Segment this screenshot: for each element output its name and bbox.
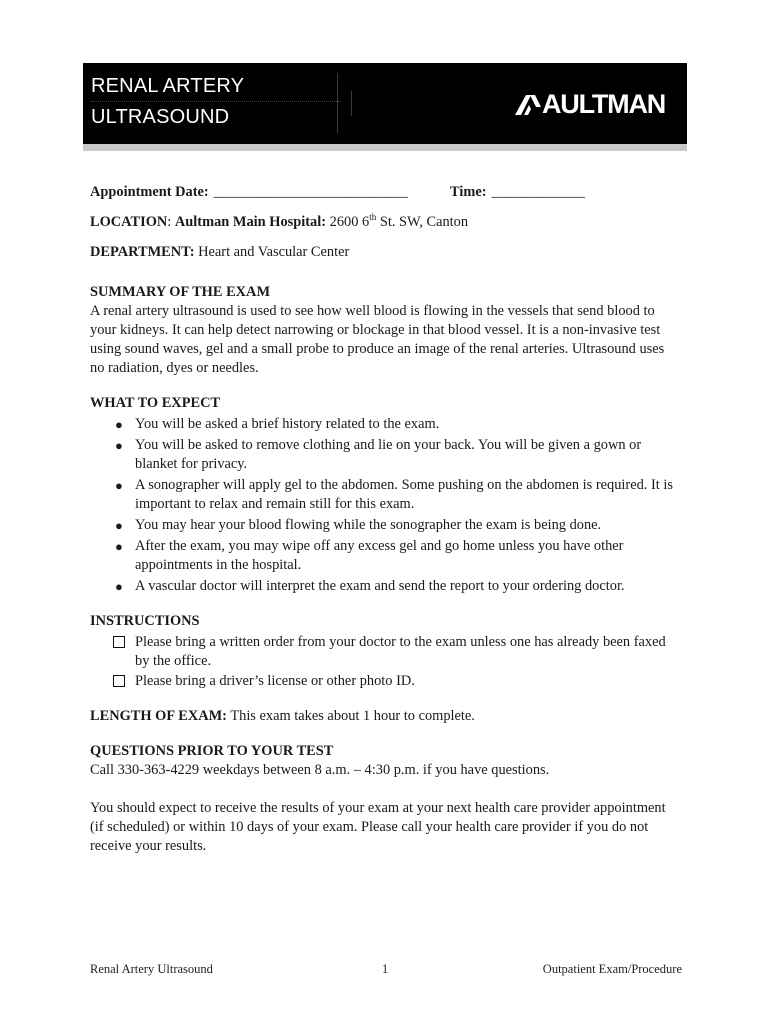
length-line xyxy=(90,707,680,726)
expect-heading: WHAT TO EXPECT xyxy=(90,395,221,411)
checkbox-icon[interactable] xyxy=(113,636,125,648)
location-address-sup: th xyxy=(369,212,377,223)
questions-text: Call 330-363-4229 weekdays between 8 a.m. – 4:30 p.m. if you have questions. xyxy=(90,762,550,778)
bullet-icon: ● xyxy=(115,579,123,594)
appointment-date-field[interactable]: ___________________________ xyxy=(213,184,408,200)
time-field[interactable]: _____________ xyxy=(491,184,586,200)
document-body xyxy=(90,183,680,856)
document-title-line-2: ULTRASOUND xyxy=(91,106,230,128)
checkbox-icon[interactable] xyxy=(113,675,125,687)
summary-heading: SUMMARY OF THE EXAM xyxy=(90,284,271,300)
header-banner xyxy=(83,63,687,144)
title-divider xyxy=(91,101,341,102)
location-address-number: 2600 6 xyxy=(329,214,370,230)
expect-list xyxy=(90,415,680,596)
instructions-heading: INSTRUCTIONS xyxy=(90,613,200,629)
bullet-icon: ● xyxy=(115,518,123,533)
location-label: LOCATION xyxy=(90,214,168,230)
page-footer xyxy=(90,962,682,978)
footer-document-name: Renal Artery Ultrasound xyxy=(90,962,213,976)
summary-text: A renal artery ultrasound is used to see how well blood is flowing in the vessels that send blood to your kidneys. It can help detect narrowing or blockage in that blood vessel. It is a non-invasive test using sound waves, gel and a small probe to produce an image of the renal arteries. Ultrasound uses no radiation, dyes or needles. xyxy=(90,303,665,376)
list-item: ● You will be asked a brief history related to the exam. xyxy=(115,416,440,432)
length-text: This exam takes about 1 hour to complete. xyxy=(230,708,475,724)
results-text: You should expect to receive the results of your exam at your next health care provider appointment (if scheduled) or within 10 days of your exam. Please call your health care provider if you do not receive your results. xyxy=(90,800,666,854)
list-item: ● You will be asked to remove clothing and lie on your back. You will be given a gown or blanket for privacy. xyxy=(115,437,642,472)
list-item: ● You may hear your blood flowing while the sonographer the exam is being done. xyxy=(115,517,602,533)
aultman-logo-text: AULTMAN xyxy=(542,88,666,119)
document-title-line-1: RENAL ARTERY xyxy=(91,75,245,97)
bullet-icon: ● xyxy=(115,539,123,554)
appointment-row xyxy=(90,183,680,202)
location-line: LOCATION: Aultman Main Hospital: 2600 6th St. SW, Canton xyxy=(90,212,469,230)
department-value: Heart and Vascular Center xyxy=(198,244,350,260)
header-gray-rule xyxy=(83,144,687,151)
list-item: ● After the exam, you may wipe off any excess gel and go home unless you have other appointments in the hospital. xyxy=(115,538,624,573)
aultman-logo-mark-icon xyxy=(515,93,541,115)
header-divider-right xyxy=(351,91,352,116)
bullet-icon: ● xyxy=(115,417,123,432)
location-address-rest: St. SW, Canton xyxy=(379,214,469,230)
header-divider-left xyxy=(337,73,338,133)
bullet-icon: ● xyxy=(115,478,123,493)
list-item: ● A vascular doctor will interpret the exam and send the report to your ordering doctor. xyxy=(115,578,625,594)
footer-page-number: 1 xyxy=(382,962,389,976)
questions-heading: QUESTIONS PRIOR TO YOUR TEST xyxy=(90,743,334,759)
department-line xyxy=(90,243,680,262)
footer-category: Outpatient Exam/Procedure xyxy=(542,962,682,976)
bullet-icon: ● xyxy=(115,438,123,453)
list-item: ● A sonographer will apply gel to the abdomen. Some pushing on the abdomen is required. It is important to relax and remain still for this exam. xyxy=(115,477,673,512)
appointment-date-label: Appointment Date: xyxy=(90,184,209,200)
checklist-item: Please bring a written order from your doctor to the exam unless one has already been faxed by the office. xyxy=(90,633,680,671)
checklist-item: Please bring a driver’s license or other photo ID. xyxy=(90,672,680,691)
aultman-logo xyxy=(515,89,665,119)
location-hospital: Aultman Main Hospital: xyxy=(174,214,327,230)
length-label: LENGTH OF EXAM: xyxy=(90,708,227,724)
instructions-list xyxy=(90,633,680,691)
department-label: DEPARTMENT: xyxy=(90,244,195,260)
time-label: Time: xyxy=(450,184,487,200)
